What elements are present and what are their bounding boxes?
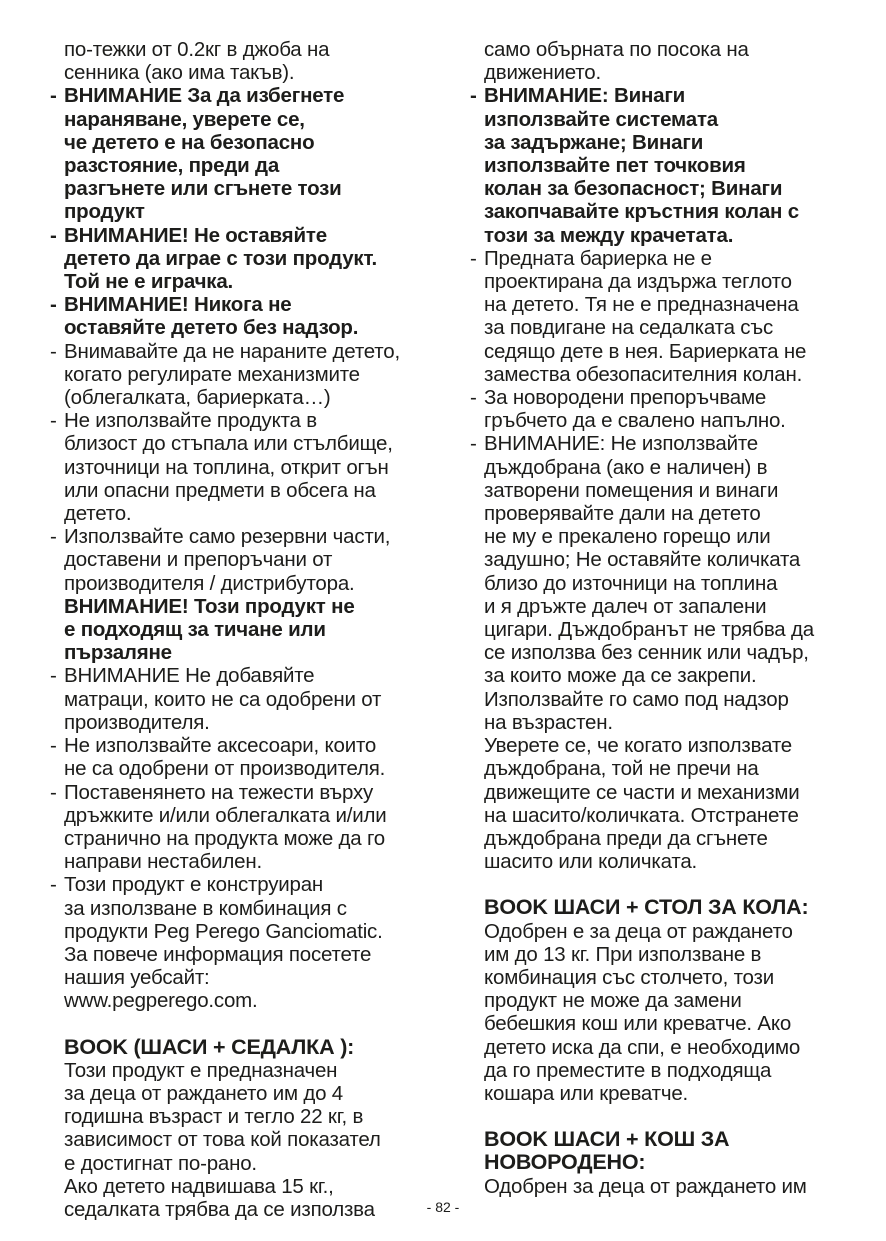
text-line: - Внимавайте да не нараните детето,	[64, 339, 400, 363]
text-line: не са одобрени от производителя.	[64, 757, 386, 781]
text-line: направи нестабилен.	[64, 850, 262, 874]
text-line: и я дръжте далеч от запалени	[484, 594, 767, 618]
text-line: шасито или количката.	[484, 850, 698, 874]
text-line: използвайте системата	[484, 107, 718, 131]
text-line: за деца от раждането им до 4	[64, 1081, 344, 1105]
text-line: дъждобрана преди да сгънете	[484, 826, 768, 850]
text-line: - Използвайте само резервни части,	[64, 525, 391, 549]
left-intro-continuation	[50, 38, 436, 84]
text-line: матраци, които не са одобрени от	[64, 687, 382, 711]
text-line: бебешкия кош или креватче. Ако	[484, 1012, 792, 1036]
text-line: движещите се части и механизми	[484, 780, 800, 804]
text-line: замества обезопасителния колан.	[484, 362, 803, 386]
item-front-barrier	[470, 247, 855, 386]
text-line: за които може да се закрепи.	[484, 664, 757, 688]
text-line: че детето е на безопасно	[64, 130, 315, 154]
right-intro-continuation	[470, 38, 855, 84]
section-heading: BOOK ШАСИ + СТОЛ ЗА КОЛА:	[484, 895, 809, 920]
text-line: на детето. Тя не е предназначена	[484, 293, 799, 317]
text-line: производителя.	[64, 710, 210, 734]
text-line: се използва без сенник или чадър,	[484, 641, 809, 665]
text-line: - ВНИМАНИЕ! Не оставяйте	[64, 223, 327, 247]
text-line: или опасни предмети в обсега на	[64, 478, 376, 502]
text-line: колан за безопасност; Винаги	[484, 177, 783, 201]
warning-restraint-system	[470, 84, 855, 246]
text-line: сенника (ако има такъв).	[64, 61, 295, 85]
text-line: на възрастен.	[484, 710, 613, 734]
text-line: - ВНИМАНИЕ За да избегнете	[64, 84, 345, 108]
text-line: детето.	[64, 502, 132, 526]
text-line: оставяйте детето без надзор.	[64, 316, 359, 340]
text-line: (облегалката, бариерката…)	[64, 386, 331, 410]
text-line: за използване в комбинация с	[64, 896, 347, 920]
website-link[interactable]: www.pegperego.com.	[64, 989, 258, 1013]
text-line: - ВНИМАНИЕ: Винаги	[484, 84, 686, 108]
text-line: не му е прекалено горещо или	[484, 525, 771, 549]
text-line: близо до източници на топлина	[484, 571, 778, 595]
text-line: закопчавайте кръстния колан с	[484, 200, 799, 224]
text-line: детето да играе с този продукт.	[64, 246, 377, 270]
book-car-seat-heading	[470, 896, 855, 919]
book-seat-text	[50, 1059, 436, 1221]
text-line: източници на топлина, открит огън	[64, 455, 389, 479]
text-line: Този продукт е предназначен	[64, 1058, 338, 1082]
text-line: - За новородени препоръчваме	[484, 386, 767, 410]
text-line: използвайте пет точковия	[484, 154, 746, 178]
text-line: ВНИМАНИЕ! Този продукт не	[64, 594, 355, 618]
text-line: дъждобрана, той не пречи на	[484, 757, 759, 781]
text-line: проверявайте дали на детето	[484, 502, 761, 526]
text-line: Той не е играчка.	[64, 270, 234, 294]
item-mattress	[50, 664, 436, 734]
text-line: за повдигане на седалката със	[484, 316, 773, 340]
item-accessories	[50, 734, 436, 780]
text-line: задушно; Не оставяйте количката	[484, 548, 801, 572]
item-adjust-mechanisms	[50, 340, 436, 410]
text-line: им до 13 кг. При използване в	[484, 942, 762, 966]
warning-not-a-toy	[50, 224, 436, 294]
text-line: годишна възраст и тегло 22 кг, в	[64, 1105, 364, 1129]
text-line: - Този продукт е конструиран	[64, 873, 324, 897]
text-line: комбинация със столчето, този	[484, 965, 774, 989]
text-line: кошара или креватче.	[484, 1081, 689, 1105]
text-line: за задържане; Винаги	[484, 130, 704, 154]
right-column	[470, 38, 855, 1198]
text-line: - ВНИМАНИЕ: Не използвайте	[484, 432, 759, 456]
text-line: разгънете или сгънете този	[64, 177, 342, 201]
text-line: продукти Peg Perego Ganciomatic.	[64, 919, 383, 943]
text-line: доставени и препоръчани от	[64, 548, 333, 572]
text-line: Одобрен е за деца от раждането	[484, 919, 793, 943]
text-line: проектирана да издържа теглото	[484, 270, 792, 294]
text-line: затворени помещения и винаги	[484, 478, 779, 502]
text-line: когато регулирате механизмите	[64, 362, 360, 386]
text-line: пързаляне	[64, 641, 172, 665]
text-line: разстояние, преди да	[64, 154, 280, 178]
item-raincover	[470, 432, 855, 873]
item-combination	[50, 873, 436, 1012]
book-carrycot-heading	[470, 1128, 855, 1174]
text-line: е достигнат по-рано.	[64, 1151, 257, 1175]
text-line: - ВНИМАНИЕ! Никога не	[64, 293, 292, 317]
item-spare-parts	[50, 525, 436, 664]
text-line: нараняване, уверете се,	[64, 107, 305, 131]
text-line: на шасито/количката. Отстранете	[484, 803, 799, 827]
text-line: производителя / дистрибутора.	[64, 571, 355, 595]
text-line: е подходящ за тичане или	[64, 618, 326, 642]
section-heading: НОВОРОДЕНО:	[484, 1150, 646, 1175]
text-line: детето иска да спи, е необходимо	[484, 1035, 801, 1059]
text-line: Уверете се, че когато използвате	[484, 734, 792, 758]
text-line: движението.	[484, 61, 601, 85]
text-line: нашия уебсайт:	[64, 966, 210, 990]
section-heading: BOOK ШАСИ + КОШ ЗА	[484, 1127, 730, 1152]
text-line: седящо дете в нея. Бариерката не	[484, 339, 807, 363]
text-line: гръбчето да е свалено напълно.	[484, 409, 786, 433]
text-line: седалката трябва да се използва	[64, 1197, 375, 1221]
left-column	[50, 38, 436, 1221]
text-line: по-тежки от 0.2кг в джоба на	[64, 38, 330, 61]
text-line: зависимост от това кой показател	[64, 1128, 381, 1152]
book-carrycot-text	[470, 1175, 855, 1198]
text-line: дъждобрана (ако е наличен) в	[484, 455, 768, 479]
text-line: - Не използвайте аксесоари, които	[64, 734, 377, 758]
text-line: само обърната по посока на	[484, 38, 749, 61]
text-line: близост до стъпала или стълбище,	[64, 432, 393, 456]
text-line: продукт	[64, 200, 145, 224]
text-line: странично на продукта може да го	[64, 826, 386, 850]
text-line: Одобрен за деца от раждането им	[484, 1174, 807, 1198]
book-seat-heading	[50, 1036, 436, 1059]
section-heading: BOOK (ШАСИ + СЕДАЛКА ):	[64, 1034, 355, 1059]
text-line: този за между крачетата.	[484, 223, 734, 247]
page-number: - 82 -	[426, 1199, 460, 1215]
text-line: продукт не може да замени	[484, 989, 742, 1013]
text-line: Ако детето надвишава 15 кг.,	[64, 1174, 334, 1198]
text-line: - ВНИМАНИЕ Не добавяйте	[64, 664, 315, 688]
warning-avoid-injury	[50, 84, 436, 223]
item-newborn-backrest	[470, 386, 855, 432]
text-line: Използвайте го само под надзор	[484, 687, 789, 711]
text-line: да го преместите в подходяща	[484, 1058, 772, 1082]
book-car-seat-text	[470, 920, 855, 1106]
text-line: - Не използвайте продукта в	[64, 409, 317, 433]
text-line: - Поставенянето на тежести върху	[64, 780, 374, 804]
item-weights	[50, 781, 436, 874]
text-line: - Предната бариерка не е	[484, 246, 712, 270]
text-line: дръжките и/или облегалката и/или	[64, 803, 387, 827]
text-line: За повече информация посетете	[64, 942, 372, 966]
warning-no-unattended	[50, 293, 436, 339]
text-line: цигари. Дъждобранът не трябва да	[484, 618, 814, 642]
item-stairs	[50, 409, 436, 525]
